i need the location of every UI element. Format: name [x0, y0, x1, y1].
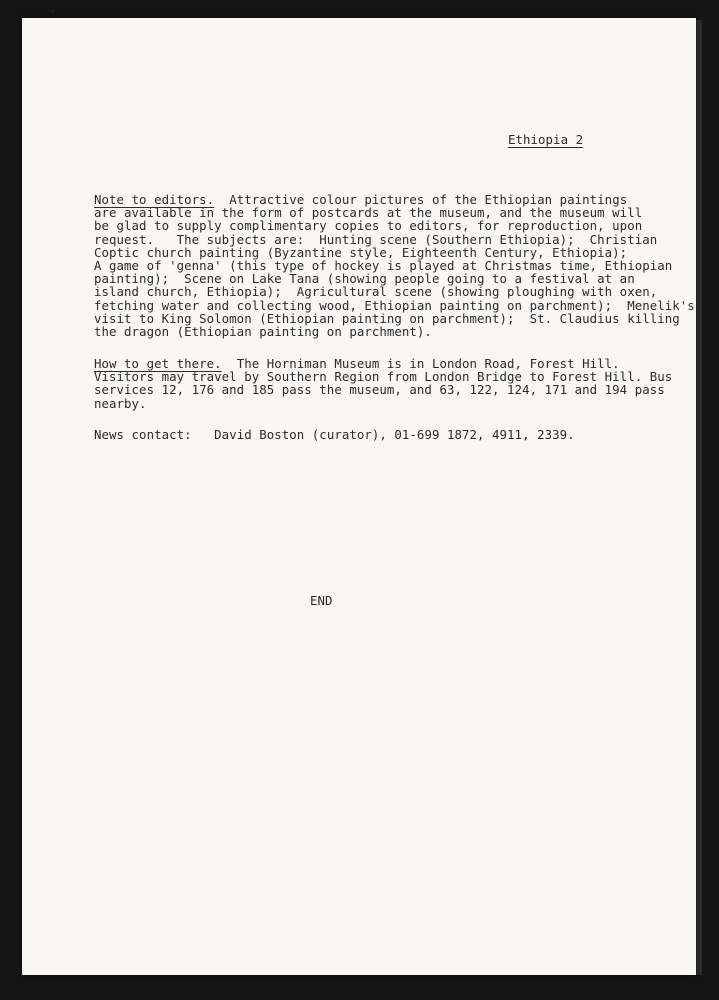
note-line: painting); Scene on Lake Tana (showing people going to a festival at an	[94, 271, 635, 287]
news-contact-label: News contact:	[94, 427, 192, 442]
dust-speck	[51, 10, 54, 13]
note-line: visit to King Solomon (Ethiopian painting on parchment); St. Claudius killing	[94, 310, 680, 326]
end-marker: END	[310, 593, 333, 608]
note-to-editors-heading: Note to editors.	[94, 192, 215, 207]
how-to-get-there-paragraph	[94, 356, 673, 411]
directions-line: nearby.	[94, 395, 147, 411]
note-line: Coptic church painting (Byzantine style, Eighteenth Century, Ethiopia);	[94, 244, 628, 260]
page-header: Ethiopia 2	[508, 132, 584, 147]
directions-line: Visitors may travel by Southern Region from London Bridge to Forest Hill. Bus	[94, 369, 673, 385]
note-to-editors-paragraph	[94, 192, 695, 340]
document-sheet	[22, 18, 696, 975]
note-line: A game of 'genna' (this type of hockey is played at Christmas time, Ethiopian	[94, 258, 673, 274]
news-contact-value: David Boston (curator), 01-699 1872, 4911, 2339.	[191, 427, 575, 442]
news-contact-paragraph	[94, 428, 654, 441]
note-line: island church, Ethiopia); Agricultural scene (showing ploughing with oxen,	[94, 284, 658, 300]
note-line: the dragon (Ethiopian painting on parchment).	[94, 324, 432, 340]
note-line: request. The subjects are: Hunting scene (Southern Ethiopia); Christian	[94, 231, 658, 247]
note-line: be glad to supply complimentary copies to editors, for reproduction, upon	[94, 218, 643, 234]
how-to-get-there-heading: How to get there.	[94, 356, 222, 371]
note-line: are available in the form of postcards at the museum, and the museum will	[94, 205, 643, 221]
page-edge-shadow	[696, 20, 702, 975]
note-line: fetching water and collecting wood, Ethiopian painting on parchment); Menelik's	[94, 297, 695, 313]
directions-line: services 12, 176 and 185 pass the museum, and 63, 122, 124, 171 and 194 pass	[94, 382, 665, 398]
directions-line: The Horniman Museum is in London Road, Forest Hill.	[221, 356, 620, 371]
note-line: Attractive colour pictures of the Ethiopian paintings	[214, 192, 628, 207]
